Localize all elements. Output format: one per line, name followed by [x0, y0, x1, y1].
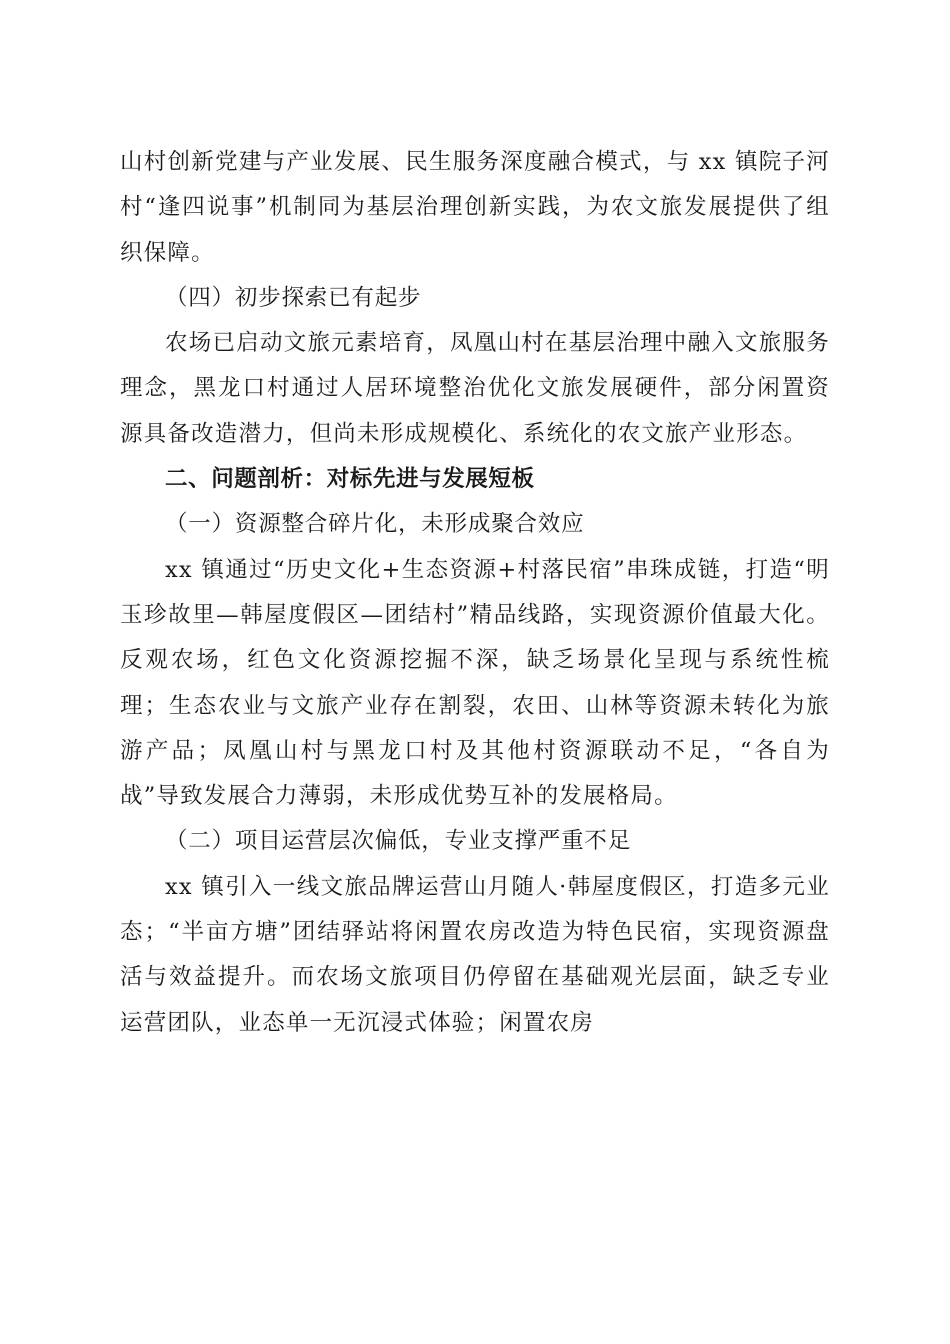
subheading-project-operation: （二）项目运营层次偏低，专业支撑严重不足 — [165, 828, 632, 855]
paragraph-governance-continuation: 山村创新党建与产业发展、民生服务深度融合模式，与 xx 镇院子河村“逢四说事”机制同为基层治理创新实践，为农文旅发展提供了组织保障。 — [120, 149, 830, 266]
paragraph-resource-integration: xx 镇通过“历史文化+生态资源+村落民宿”串珠成链，打造“明玉珍故里—韩屋度假区—团结村”精品线路，实现资源价值最大化。反观农场，红色文化资源挖掘不深，缺乏场景化呈现与系统性梳理；生态农业与文旅产业存在割裂，农田、山林等资源未转化为旅游产品；凤凰山村与黑龙口村及其他村资源联动不足，“各自为战”导致发展合力薄弱，未形成优势互补的发展格局。 — [120, 556, 830, 810]
subheading-resource-integration: （一）资源整合碎片化，未形成聚合效应 — [165, 511, 585, 538]
section-heading-problem-analysis: 二、问题剖析：对标先进与发展短板 — [165, 466, 535, 493]
paragraph-project-operation: xx 镇引入一线文旅品牌运营山月随人·韩屋度假区，打造多元业态；“半亩方塘”团结驿站将闲置农房改造为特色民宿，实现资源盘活与效益提升。而农场文旅项目仍停留在基础观光层面，缺乏专业运营团队，业态单一无沉浸式体验；闲置农房 — [120, 873, 830, 1036]
paragraph-initial-exploration: 农场已启动文旅元素培育，凤凰山村在基层治理中融入文旅服务理念，黑龙口村通过人居环境整治优化文旅发展硬件，部分闲置资源具备改造潜力，但尚未形成规模化、系统化的农文旅产业形态。 — [120, 330, 830, 447]
subheading-initial-exploration: （四）初步探索已有起步 — [165, 284, 422, 311]
document-page — [120, 140, 830, 1046]
